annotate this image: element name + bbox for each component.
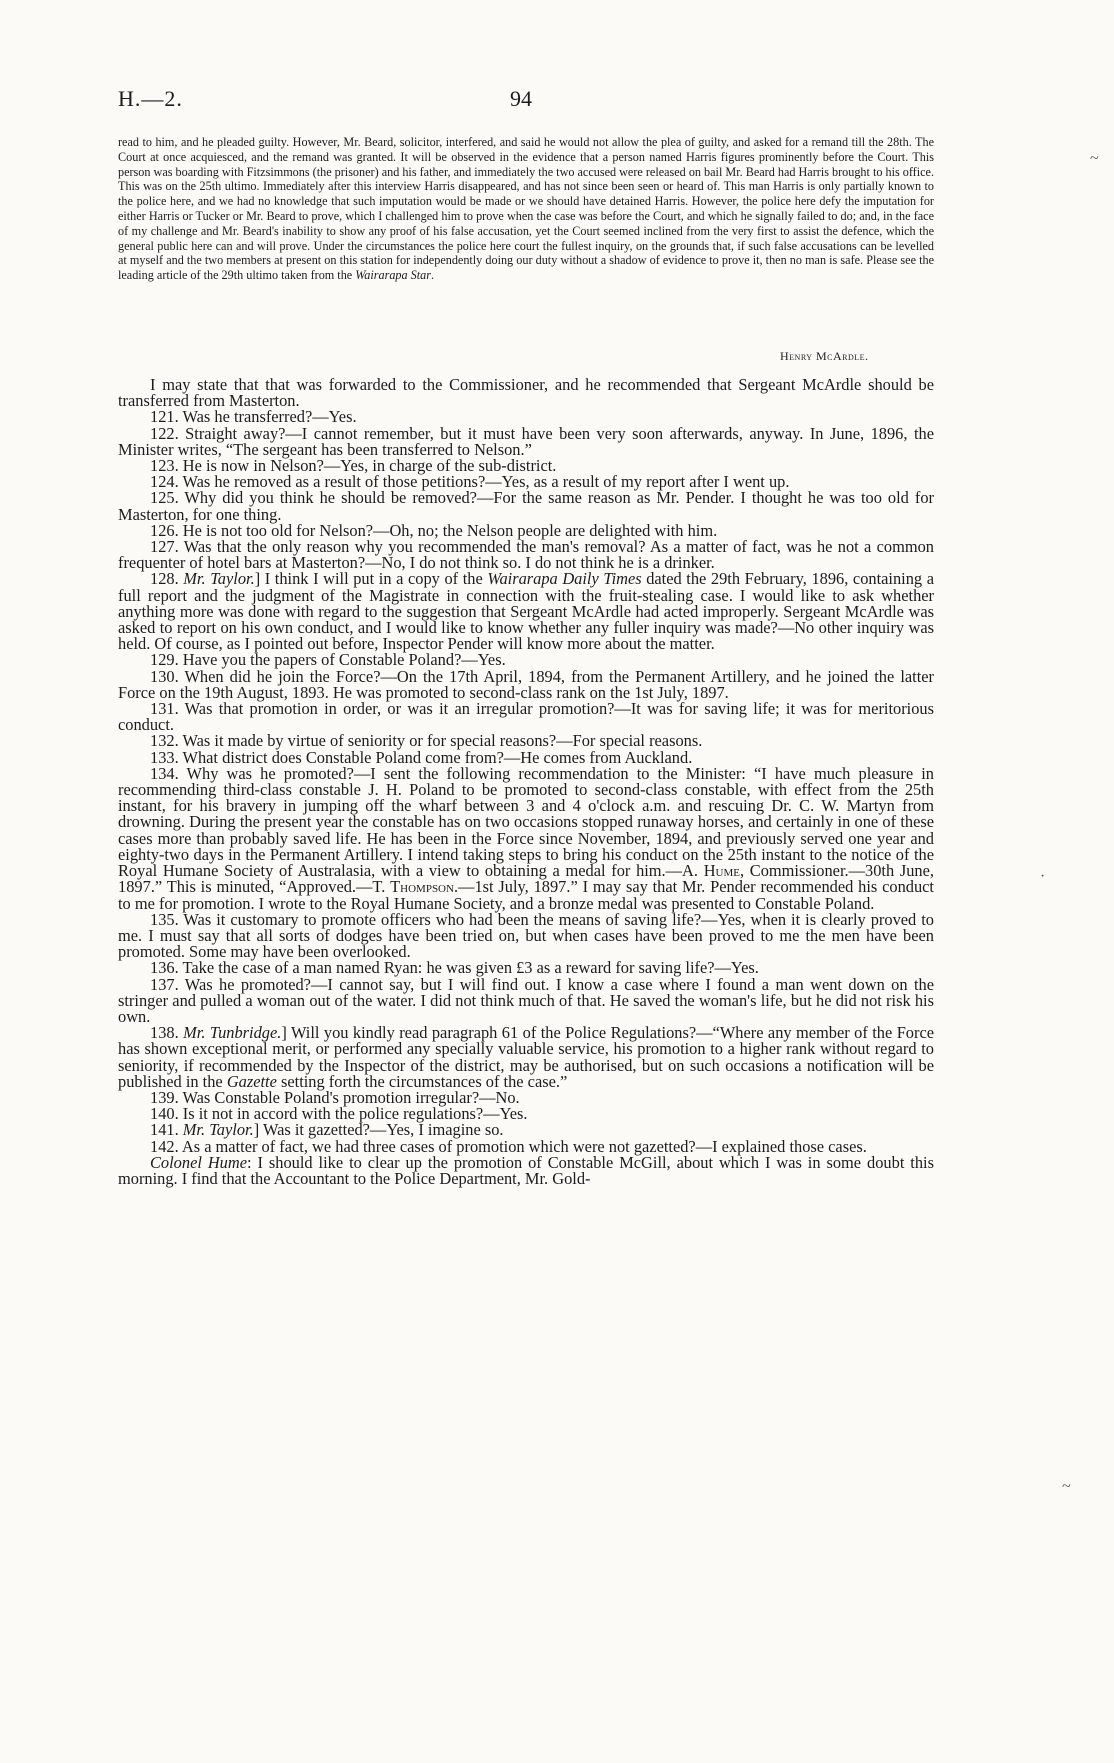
paragraph: Colonel Hume: I should like to clear up the promotion of Constable McGill, about which I was in some doubt this morning. I find that the Accountant to the Police Department, Mr. Gold-: [118, 1152, 934, 1188]
paragraph: 127. Was that the only reason why you recommended the man's removal? As a matter of fact, was he not a common frequenter of hotel bars at Masterton?—No, I do not think so. I do not think he is a drinker.: [118, 537, 934, 573]
paragraph: 133. What district does Constable Poland come from?—He comes from Auckland.: [150, 747, 693, 767]
small-caps-name: Thompson: [390, 877, 454, 897]
speaker: Colonel Hume: [150, 1152, 247, 1172]
paragraph: 125. Why did you think he should be removed?—For the same reason as Mr. Pender. I thought he was too old for Masterton, for one thing.: [118, 488, 934, 524]
small-caps-name: Hume: [703, 861, 740, 881]
paragraph: 139. Was Constable Poland's promotion irregular?—No.: [150, 1087, 520, 1107]
paragraph: 140. Is it not in accord with the police regulations?—Yes.: [150, 1104, 528, 1124]
paragraph: 136. Take the case of a man named Ryan: he was given £3 as a reward for saving life?—Yes.: [150, 958, 759, 978]
newspaper-title: Wairarapa Daily Times: [487, 569, 642, 589]
speaker: Mr. Tunbridge.: [183, 1023, 282, 1043]
paragraph: 128. Mr. Taylor.] I think I will put in a copy of the Wairarapa Daily Times dated the 29th February, 1896, containing a full report and the judgment of the Magistrate in connection with the fruit-stealing case. I would like to ask whether anything more was done with regard to the suggestion that Sergeant McArdle had acted improperly. Sergeant McArdle was asked to report on his own conduct, and I would like to know whether any fuller inquiry was made?—No other inquiry was held. Of course, as I pointed out before, Inspector Pender will know more about the matter.: [118, 569, 934, 654]
letter-paragraph: read to him, and he pleaded guilty. However, Mr. Beard, solicitor, interfered, and said he would not allow the plea of guilty, and asked for a remand till the 28th. The Court at once acquiesced, and the remand was granted. It will be observed in the evidence that a person named Harris figures prominently before the Court. This person was boarding with Fitzsimmons (the prisoner) and his father, and immediately the two accused were released on bail Mr. Beard had Harris brought to his office. This was on the 25th ultimo. Immediately after this interview Harris disappeared, and has not since been seen or heard of. This man Harris is only partially known to the police here, and we had no knowledge that such imputation would be made or we should have detained Harris. However, the police here defy the imputation for either Harris or Tucker or Mr. Beard to prove, which I challenged him to prove when the case was before the Court, and which he signally failed to do; and, in the face of my challenge and Mr. Beard's inability to show any proof of his false accusation, yet the Court seemed inclined from the very first to assist the defence, which the general public here can and will prove. Under the circumstances the police here court the fullest inquiry, on the grounds that, if such false accusations can be levelled at myself and the two members at present on this station for independently doing our duty without a shadow of evidence to prove it, then no man is safe. Please see the leading article of the 29th ultimo taken from the Wairarapa Star.: [118, 135, 934, 283]
paragraph: 142. As a matter of fact, we had three cases of promotion which were not gazetted?—I explained those cases.: [150, 1136, 867, 1156]
paragraph: 137. Was he promoted?—I cannot say, but I will find out. I know a case where I found a man went down on the stringer and pulled a woman out of the water. I did not think much of that. He saved the woman's life, but he did not risk his own.: [118, 974, 934, 1026]
publication-title: Gazette: [226, 1071, 277, 1091]
margin-mark: ~: [1090, 150, 1099, 167]
newspaper-title: Wairarapa Star: [355, 268, 431, 283]
paragraph: 126. He is not too old for Nelson?—Oh, no; the Nelson people are delighted with him.: [150, 520, 718, 540]
paragraph: 124. Was he removed as a result of those petitions?—Yes, as a result of my report after I went up.: [150, 472, 790, 492]
paragraph: 135. Was it customary to promote officers who had been the means of saving life?—Yes, when it is clearly proved to me. I must say that all sorts of dodges have been tried on, but when cases have been proved to me the men have been promoted. Some may have been overlooked.: [118, 909, 934, 962]
paragraph: I may state that that was forwarded to the Commissioner, and he recommended that Sergeant McArdle should be transferred from Masterton.: [118, 375, 934, 411]
margin-mark: ~: [1062, 1478, 1071, 1495]
paragraph: 122. Straight away?—I cannot remember, but it must have been very soon afterwards, anyway. In June, 1896, the Minister writes, “The sergeant has been transferred to Nelson.”: [118, 423, 934, 459]
testimony-body: [118, 377, 934, 1187]
letter-signature: Henry McArdle.: [780, 349, 869, 363]
page-number: 94: [510, 86, 532, 111]
paragraph: 138. Mr. Tunbridge.] Will you kindly read paragraph 61 of the Police Regulations?—“Where any member of the Force has shown exceptional merit, or performed any specially valuable service, his promotion to a higher rank without regard to seniority, if recommended by the Inspector of the district, may be authorised, but on such occasions a notification will be published in the Gazette setting forth the circumstances of the case.”: [118, 1023, 935, 1091]
speaker: Mr. Taylor.: [183, 569, 255, 589]
page-header: [118, 86, 924, 116]
paragraph: 130. When did he join the Force?—On the 17th April, 1894, from the Permanent Artillery, and he joined the latter Force on the 19th August, 1893. He was promoted to second-class rank on the 1st July, 1897.: [118, 666, 934, 702]
speaker: Mr. Taylor.: [182, 1120, 254, 1140]
paragraph: 121. Was he transferred?—Yes.: [150, 407, 357, 427]
document-reference: H.—2.: [118, 86, 183, 111]
paragraph: 123. He is now in Nelson?—Yes, in charge of the sub-district.: [150, 456, 557, 476]
paragraph: 129. Have you the papers of Constable Poland?—Yes.: [150, 650, 506, 670]
paragraph: 141. Mr. Taylor.] Was it gazetted?—Yes, I imagine so.: [150, 1120, 504, 1140]
paragraph: 134. Why was he promoted?—I sent the following recommendation to the Minister: “I have much pleasure in recommending third-class constable J. H. Poland to be promoted to second-class constable, with effect from the 25th instant, for his bravery in jumping off the wharf between 3 and 4 o'clock a.m. and rescuing Dr. C. W. Martyn from drowning. During the present year the constable has on two occasions stopped runaway horses, and certainly in one of these cases more than probably saved life. He has been in the Force since November, 1894, and previously served one year and eighty-two days in the Permanent Artillery. I intend taking steps to bring his conduct on the 25th instant to the notice of the Royal Humane Society of Australasia, with a view to obtaining a medal for him.—A. Hume, Commissioner.—30th June, 1897.” This is minuted, “Approved.—T. Thompson.—1st July, 1897.” I may say that Mr. Pender recommended his conduct to me for promotion. I wrote to the Royal Humane Society, and a bronze medal was presented to Constable Poland.: [118, 763, 934, 913]
quoted-letter: [118, 135, 934, 283]
paragraph: 132. Was it made by virtue of seniority or for special reasons?—For special reasons.: [150, 731, 703, 751]
paragraph: 131. Was that promotion in order, or was it an irregular promotion?—It was for saving life; it was for meritorious conduct.: [118, 699, 934, 735]
margin-mark: ·: [1040, 868, 1046, 885]
